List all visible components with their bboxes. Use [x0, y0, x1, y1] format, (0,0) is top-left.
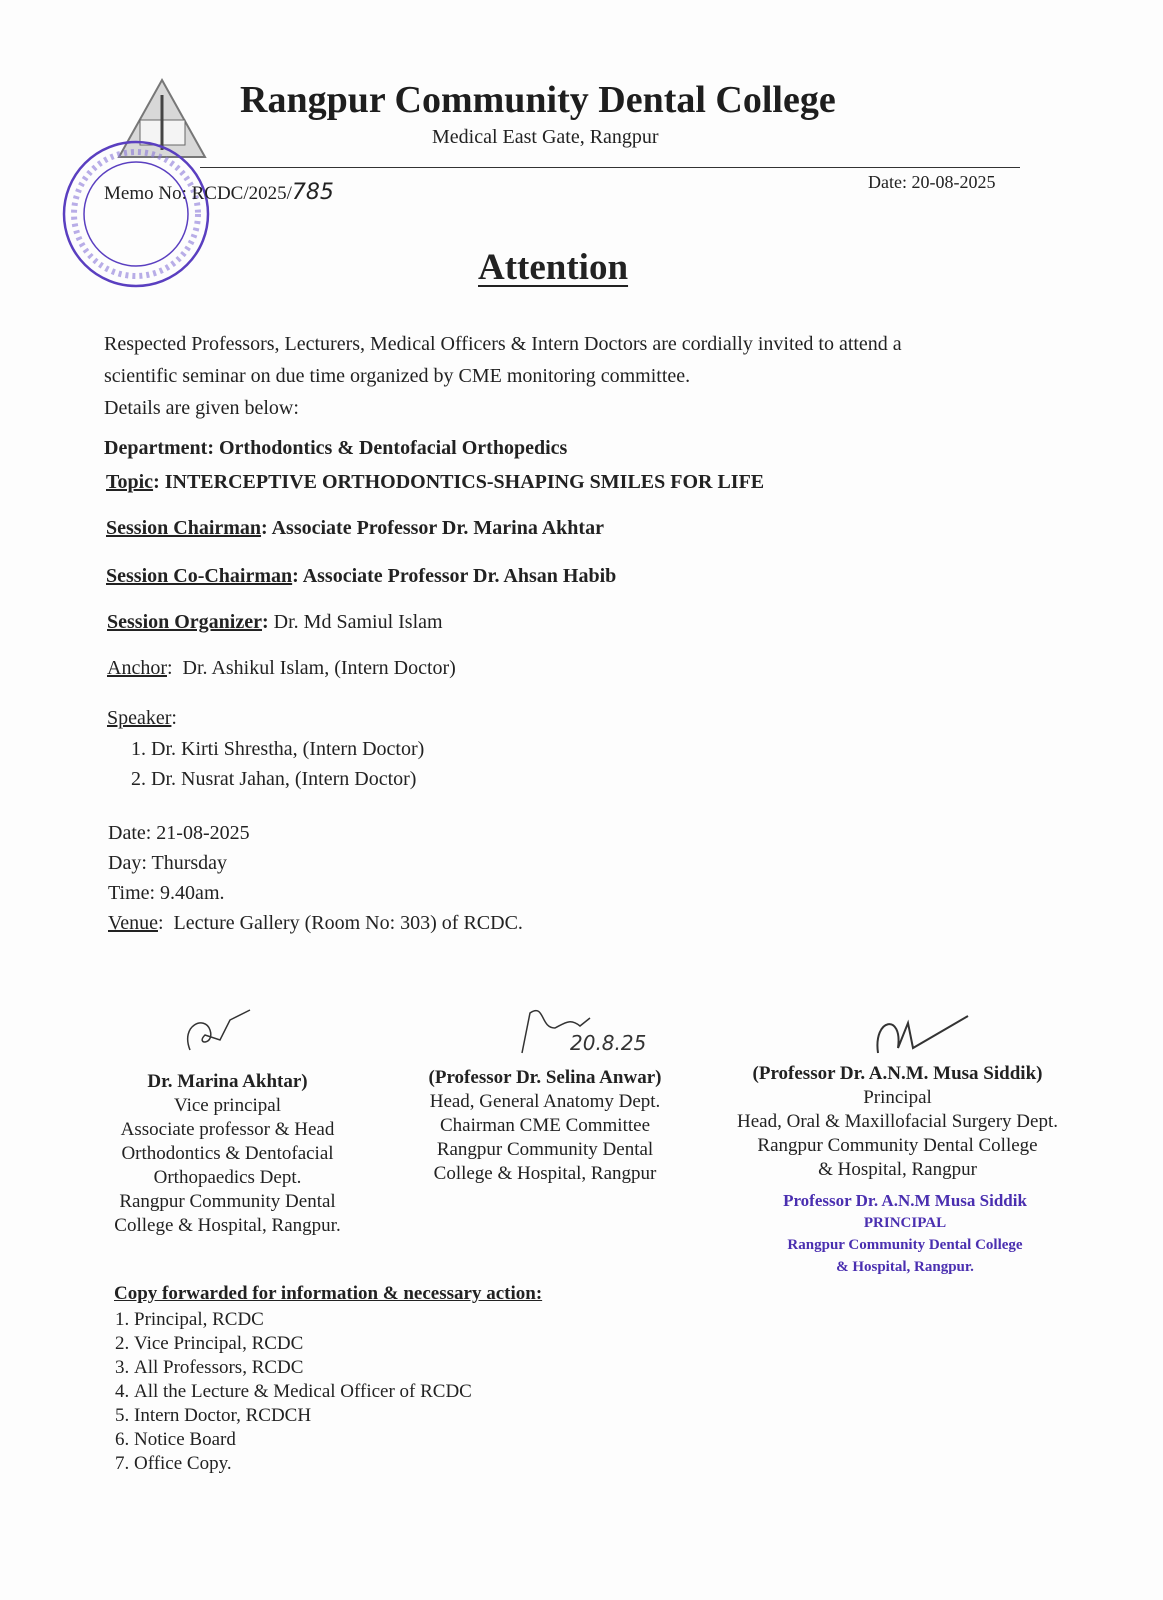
college-address: Medical East Gate, Rangpur	[432, 126, 659, 148]
recipient-item: 7. Office Copy.	[134, 1452, 542, 1476]
intro-line: Details are given below:	[104, 397, 299, 419]
copy-forwarded-title: Copy forwarded for information & necessary action:	[114, 1283, 543, 1304]
memo-prefix: Memo No: RCDC/2025/	[104, 183, 292, 204]
signatory-name: (Professor Dr. Selina Anwar)	[428, 1067, 662, 1088]
intro-line: Respected Professors, Lecturers, Medical Officers & Intern Doctors are cordially invited to attend a	[104, 333, 902, 355]
event-date: Date: 21-08-2025	[108, 822, 250, 844]
copy-forwarded	[114, 1282, 542, 1476]
signature-marina-akhtar	[175, 1005, 260, 1060]
signatory-block: Dr. Marina Akhtar) Vice principal Associate professor & Head Orthodontics & Dentofacial Orthopaedics Dept. Rangpur Community Dental College & Hospital, Rangpur.	[100, 1070, 355, 1238]
speaker-item: 1. Dr. Kirti Shrestha, (Intern Doctor)	[151, 734, 424, 764]
recipient-item: 6. Notice Board	[134, 1428, 542, 1452]
anchor-line: Anchor: Dr. Ashikul Islam, (Intern Doctor)	[107, 657, 456, 679]
recipient-item: 5. Intern Doctor, RCDCH	[134, 1404, 542, 1428]
event-day: Day: Thursday	[108, 852, 228, 874]
chairman-line: Session Chairman: Associate Professor Dr. Marina Akhtar	[106, 517, 604, 539]
schedule	[108, 818, 523, 938]
speaker-section: Speaker: 1. Dr. Kirti Shrestha, (Intern Doctor) 2. Dr. Nusrat Jahan, (Intern Doctor)	[107, 702, 424, 794]
header-divider	[200, 167, 1020, 168]
event-time: Time: 9.40am.	[108, 882, 225, 904]
intro-line: scientific seminar on due time organized by CME monitoring committee.	[104, 365, 691, 387]
signatory-name: Dr. Marina Akhtar)	[147, 1071, 308, 1092]
recipient-item: 3. All Professors, RCDC	[134, 1356, 542, 1380]
signature-musa-siddik	[868, 1008, 978, 1060]
college-seal	[60, 138, 212, 290]
college-name: Rangpur Community Dental College	[240, 79, 836, 121]
recipient-item: 2. Vice Principal, RCDC	[134, 1332, 542, 1356]
topic-line: Topic: INTERCEPTIVE ORTHODONTICS-SHAPING SMILES FOR LIFE	[106, 471, 765, 493]
signature-date: 20.8.25	[570, 1031, 647, 1055]
signatory-block: (Professor Dr. A.N.M. Musa Siddik) Principal Head, Oral & Maxillofacial Surgery Dept. Rangpur Community Dental College & Hospital, Rangpur	[720, 1062, 1075, 1182]
cochairman-line: Session Co-Chairman: Associate Professor Dr. Ahsan Habib	[106, 565, 617, 587]
principal-stamp: Professor Dr. A.N.M Musa Siddik PRINCIPAL Rangpur Community Dental College & Hospital, Rangpur.	[783, 1191, 1027, 1275]
intro	[104, 328, 1024, 424]
memo-handwritten-number: 785	[291, 180, 334, 205]
issue-date: Date: 20-08-2025	[868, 172, 996, 192]
recipient-item: 4. All the Lecture & Medical Officer of RCDC	[134, 1380, 542, 1404]
department-line: Department: Orthodontics & Dentofacial Orthopedics	[104, 437, 568, 459]
event-venue: Venue: Lecture Gallery (Room No: 303) of RCDC.	[108, 912, 523, 934]
page-title: Attention	[478, 247, 629, 288]
organizer-line: Session Organizer: Dr. Md Samiul Islam	[107, 611, 443, 633]
memo-number	[104, 180, 334, 205]
signature-selina-anwar	[510, 998, 680, 1060]
signatory-block: (Professor Dr. Selina Anwar) Head, General Anatomy Dept. Chairman CME Committee Rangpur Community Dental College & Hospital, Rangpur	[405, 1066, 685, 1186]
signatory-name: (Professor Dr. A.N.M. Musa Siddik)	[752, 1063, 1043, 1084]
recipient-item: 1. Principal, RCDC	[134, 1308, 542, 1332]
speaker-item: 2. Dr. Nusrat Jahan, (Intern Doctor)	[151, 764, 424, 794]
